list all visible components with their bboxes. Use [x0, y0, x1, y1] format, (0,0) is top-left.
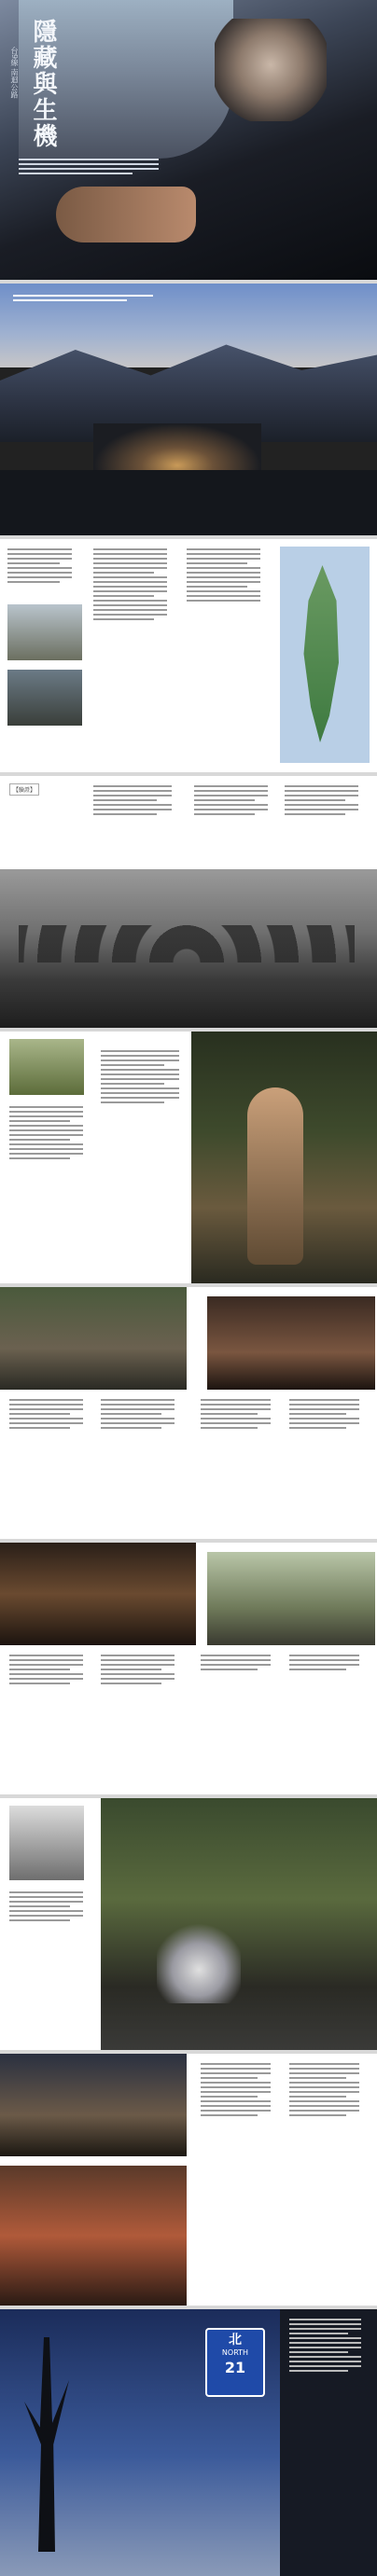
- cover-title: 隱藏與生機: [29, 19, 57, 149]
- text-column-p: [289, 1655, 369, 1673]
- monkey-photo: [215, 19, 327, 121]
- motorbike-photo: [101, 1798, 377, 2050]
- musicians-photo: [207, 1552, 375, 1645]
- bridge-arches: [19, 925, 355, 963]
- driver-arm: [56, 187, 196, 242]
- motorbike-riders: [157, 1919, 241, 2003]
- spread-valley: [0, 284, 377, 535]
- text-column-b: [93, 548, 177, 623]
- road-sign-route: 21: [224, 2359, 246, 2376]
- text-column-g: [9, 1106, 93, 1162]
- spread-child: [0, 2054, 377, 2306]
- bridge-photo: [0, 869, 377, 1028]
- building-photo: [9, 1806, 84, 1880]
- road-sign-direction-en: NORTH: [221, 2348, 249, 2357]
- text-column-n: [101, 1655, 185, 1687]
- indoor-photo: [207, 1296, 375, 1390]
- text-column-o: [201, 1655, 280, 1673]
- photographer-photo: [191, 1032, 377, 1283]
- text-column-f: [285, 785, 369, 818]
- construction-photo: [7, 604, 82, 660]
- text-column-k: [201, 1399, 280, 1432]
- text-column-j: [101, 1399, 185, 1432]
- text-column-i: [9, 1399, 93, 1432]
- text-column-l: [289, 1399, 369, 1432]
- landslide-photo: [0, 1287, 187, 1390]
- text-column-t: [289, 2319, 371, 2375]
- spread-train: [0, 1543, 377, 1794]
- text-column-c: [187, 548, 271, 604]
- cover-text-block: [19, 159, 177, 177]
- text-column-d: [93, 785, 182, 818]
- text-column-s: [289, 2063, 369, 2119]
- text-column-h: [101, 1050, 189, 1106]
- spread-landslide: [0, 1287, 377, 1539]
- text-column-q: [9, 1891, 93, 1924]
- spread-map: [0, 539, 377, 772]
- train-interior-photo: [0, 1543, 196, 1645]
- rice-photo: [9, 1039, 84, 1095]
- text-column-r: [201, 2063, 280, 2119]
- spread-motorbike: [0, 1798, 377, 2050]
- truck-photo: [0, 2054, 187, 2156]
- photographer-figure: [247, 1087, 303, 1265]
- section-label-1: 【驗證】: [9, 783, 39, 796]
- text-column-m: [9, 1655, 93, 1687]
- worker-photo: [7, 670, 82, 726]
- spread-cover: [0, 0, 377, 280]
- taiwan-island-shape: [297, 565, 343, 742]
- valley-foreground: [0, 470, 377, 535]
- child-photo: [0, 2166, 187, 2306]
- cover-subtitle: 台9線 南迴公路: [10, 47, 19, 99]
- spread-rice: [0, 1032, 377, 1283]
- taiwan-map: [280, 547, 370, 763]
- text-column-a: [7, 548, 80, 586]
- road-sign-direction: 北: [229, 2333, 242, 2347]
- text-column-e: [194, 785, 278, 818]
- road-sign: [205, 2328, 265, 2397]
- spread-road-sign: [0, 2309, 377, 2576]
- spread-bridge: [0, 776, 377, 1028]
- valley-caption: [13, 295, 172, 304]
